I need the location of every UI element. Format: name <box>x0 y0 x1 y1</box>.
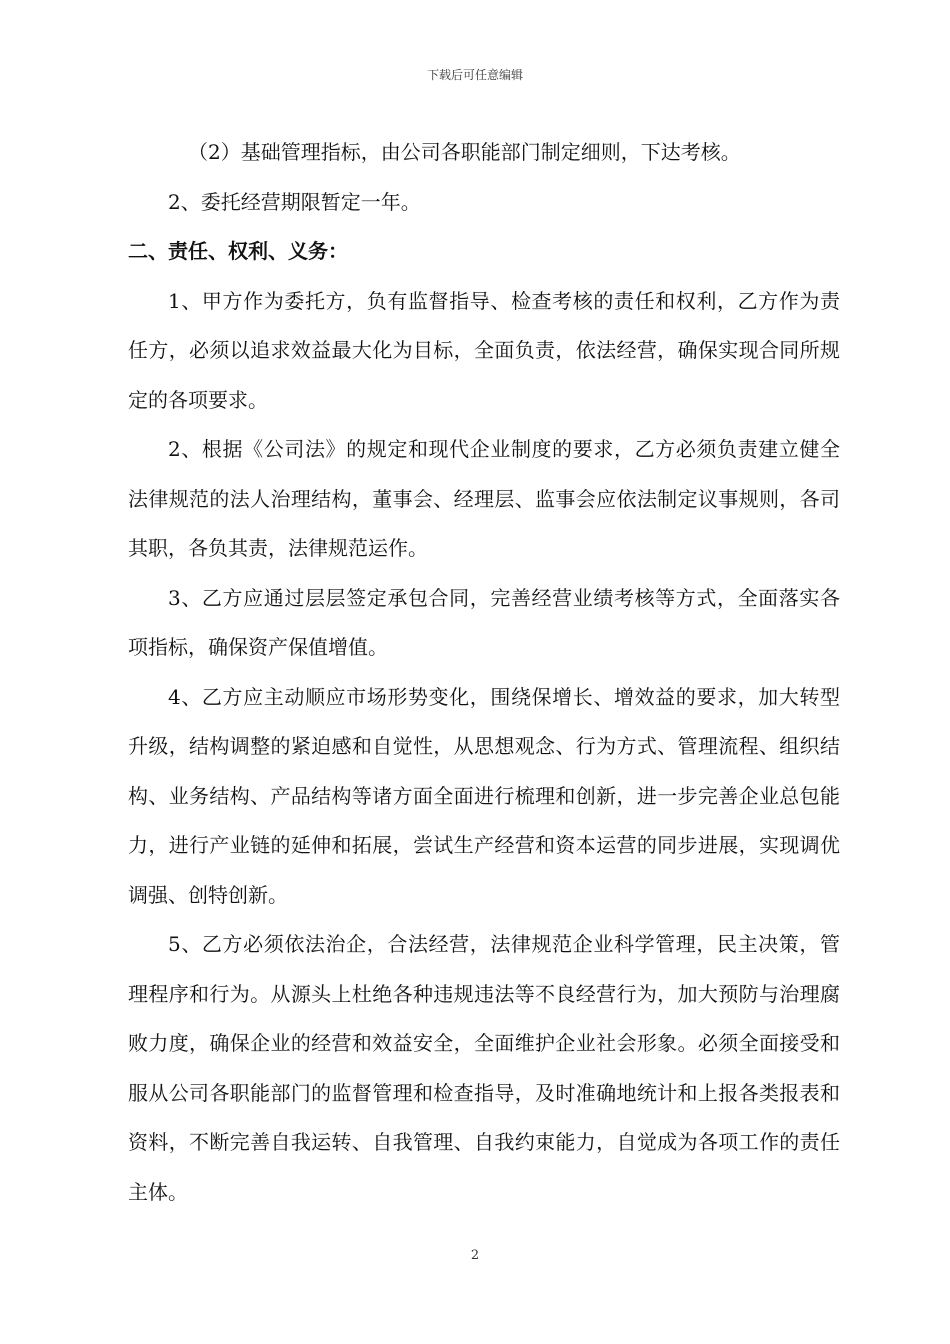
document-body <box>128 128 840 1217</box>
page-number: 2 <box>470 1248 480 1263</box>
paragraph-clause-4: 4、乙方应主动顺应市场形势变化，围绕保增长、增效益的要求，加大转型升级，结构调整的紧迫感和自觉性，从思想观念、行为方式、管理流程、组织结构、业务结构、产品结构等诸方面全面进行梳理和创新，进一步完善企业总包能力，进行产业链的延伸和拓展，尝试生产经营和资本运营的同步进展，实现调优调强、创特创新。 <box>128 684 840 907</box>
paragraph-clause-3: 3、乙方应通过层层签定承包合同，完善经营业绩考核等方式，全面落实各项指标，确保资产保值增值。 <box>128 585 840 659</box>
section-heading-responsibilities: 二、责任、权利、义务： <box>128 239 348 263</box>
paragraph-clause-5: 5、乙方必须依法治企，合法经营，法律规范企业科学管理，民主决策，管理程序和行为。从源头上杜绝各种违规违法等不良经营行为，加大预防与治理腐败力度，确保企业的经营和效益安全，全面维护企业社会形象。必须全面接受和服从公司各职能部门的监督管理和检查指导，及时准确地统计和上报各类报表和资料，不断完善自我运转、自我管理、自我约束能力，自觉成为各项工作的责任主体。 <box>128 932 840 1204</box>
paragraph-clause-2: 2、根据《公司法》的规定和现代企业制度的要求，乙方必须负责建立健全法律规范的法人治理结构，董事会、经理层、监事会应依法制定议事规则，各司其职，各负其责，法律规范运作。 <box>128 437 840 560</box>
page-header: 下载后可任意编辑 <box>426 68 523 82</box>
paragraph-clause-1: 1、甲方作为委托方，负有监督指导、检查考核的责任和权利，乙方作为责任方，必须以追求效益最大化为目标，全面负责，依法经营，确保实现合同所规定的各项要求。 <box>128 288 840 412</box>
paragraph-entrust-term: 2、委托经营期限暂定一年。 <box>168 189 421 214</box>
paragraph-basic-management: （2）基础管理指标，由公司各职能部门制定细则，下达考核。 <box>188 140 741 164</box>
